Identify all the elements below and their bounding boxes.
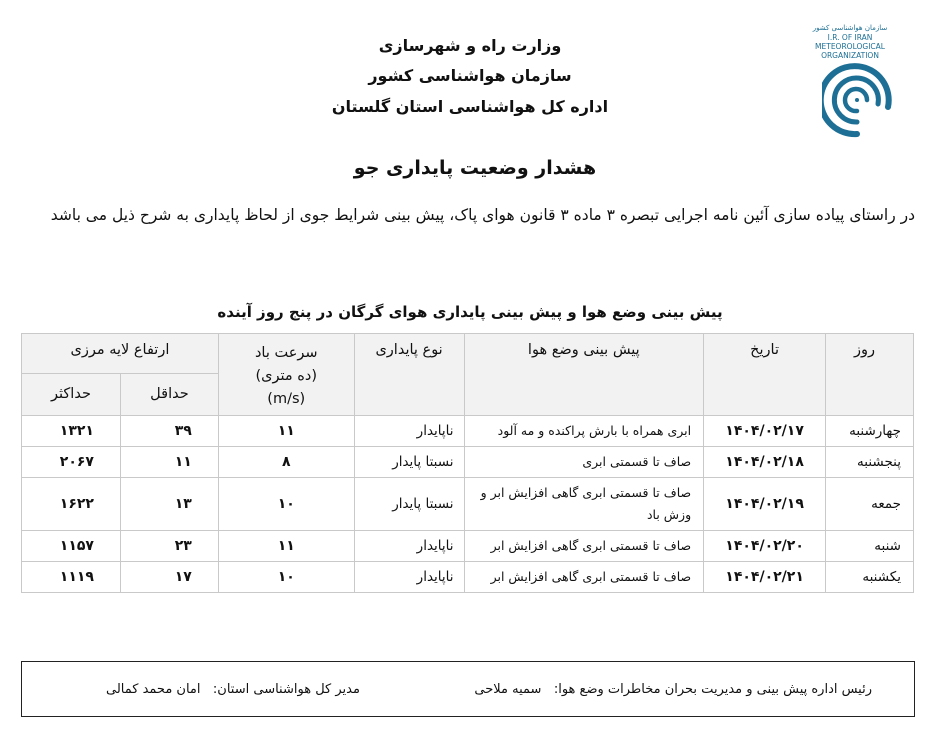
table-row xyxy=(22,478,914,531)
row-date: ۱۴۰۴/۰۲/۱۸ xyxy=(704,447,826,478)
table-row xyxy=(22,531,914,562)
row-max: ۱۱۵۷ xyxy=(22,531,121,562)
row-stability: ناپایدار xyxy=(354,562,464,593)
ministry-name: وزارت راه و شهرسازی xyxy=(378,36,562,55)
row-weather: صاف تا قسمتی ابری گاهی افزایش ابر و وزش باد xyxy=(464,478,704,531)
row-day: چهارشنبه xyxy=(826,416,914,447)
row-min: ۱۱ xyxy=(120,447,218,478)
row-max: ۱۱۱۹ xyxy=(22,562,121,593)
director-name: امان محمد کمالی xyxy=(106,682,201,697)
table-title: پیش بینی وضع هوا و پیش بینی پایداری هوای گرگان در پنج روز آینده xyxy=(217,303,723,321)
row-day: شنبه xyxy=(826,531,914,562)
provincial-office-name: اداره کل هواشناسی استان گلستان xyxy=(331,97,609,116)
header-stability: نوع پایداری xyxy=(354,334,464,416)
forecast-head-name: سمیه ملاحی xyxy=(474,682,542,697)
row-weather: ابری همراه با بارش پراکنده و مه آلود xyxy=(464,416,704,447)
table-row xyxy=(22,416,914,447)
row-date: ۱۴۰۴/۰۲/۲۱ xyxy=(704,562,826,593)
row-day: پنجشنبه xyxy=(826,447,914,478)
logo-text: سازمان هواشناسی کشور I.R. OF IRAN METEOROLOGICAL ORGANIZATION xyxy=(812,24,888,60)
row-date: ۱۴۰۴/۰۲/۱۹ xyxy=(704,478,826,531)
row-date: ۱۴۰۴/۰۲/۱۷ xyxy=(704,416,826,447)
header-weather: پیش بینی وضع هوا xyxy=(464,334,704,416)
row-min: ۱۷ xyxy=(120,562,218,593)
row-weather: صاف تا قسمتی ابری گاهی افزایش ابر xyxy=(464,562,704,593)
forecast-head-signature xyxy=(474,682,872,697)
header-date: تاریخ xyxy=(704,334,826,416)
document-title: هشدار وضعیت پایداری جو xyxy=(353,157,597,179)
director-signature xyxy=(106,682,360,697)
meteorological-organization-logo xyxy=(760,20,900,140)
header-day: روز xyxy=(826,334,914,416)
row-min: ۲۳ xyxy=(120,531,218,562)
row-date: ۱۴۰۴/۰۲/۲۰ xyxy=(704,531,826,562)
header-wind-speed: سرعت باد (ده متری) (m/s) xyxy=(218,334,354,416)
row-stability: ناپایدار xyxy=(354,531,464,562)
row-max: ۱۶۲۲ xyxy=(22,478,121,531)
row-weather: صاف تا قسمتی ابری xyxy=(464,447,704,478)
spiral-emblem-icon xyxy=(822,62,892,138)
row-min: ۱۳ xyxy=(120,478,218,531)
table-row xyxy=(22,562,914,593)
table-row xyxy=(22,447,914,478)
row-stability: ناپایدار xyxy=(354,416,464,447)
row-wind: ۱۱ xyxy=(218,531,354,562)
row-stability: نسبتا پایدار xyxy=(354,447,464,478)
row-max: ۲۰۶۷ xyxy=(22,447,121,478)
director-role: مدیر کل هواشناسی استان: xyxy=(212,682,360,697)
row-wind: ۱۱ xyxy=(218,416,354,447)
organization-name: سازمان هواشناسی کشور xyxy=(368,66,572,85)
row-wind: ۱۰ xyxy=(218,478,354,531)
intro-paragraph: در راستای پیاده سازی آئین نامه اجرایی تبصره ۳ ماده ۳ قانون هوای پاک، پیش بینی شرایط جوی از لحاظ پایداری به شرح ذیل می باشد xyxy=(50,206,915,224)
signature-footer xyxy=(21,661,915,717)
row-max: ۱۳۲۱ xyxy=(22,416,121,447)
row-wind: ۱۰ xyxy=(218,562,354,593)
forecast-table xyxy=(21,333,914,593)
row-wind: ۸ xyxy=(218,447,354,478)
row-day: جمعه xyxy=(826,478,914,531)
row-day: یکشنبه xyxy=(826,562,914,593)
header-min: حداقل xyxy=(120,374,218,416)
forecast-head-role: رئیس اداره پیش بینی و مدیریت بحران مخاطرات وضع هوا: xyxy=(553,682,872,697)
row-min: ۳۹ xyxy=(120,416,218,447)
row-stability: نسبتا پایدار xyxy=(354,478,464,531)
header-max: حداکثر xyxy=(22,374,121,416)
header-mixing-height: ارتفاع لایه مرزی xyxy=(22,334,219,374)
row-weather: صاف تا قسمتی ابری گاهی افزایش ابر xyxy=(464,531,704,562)
